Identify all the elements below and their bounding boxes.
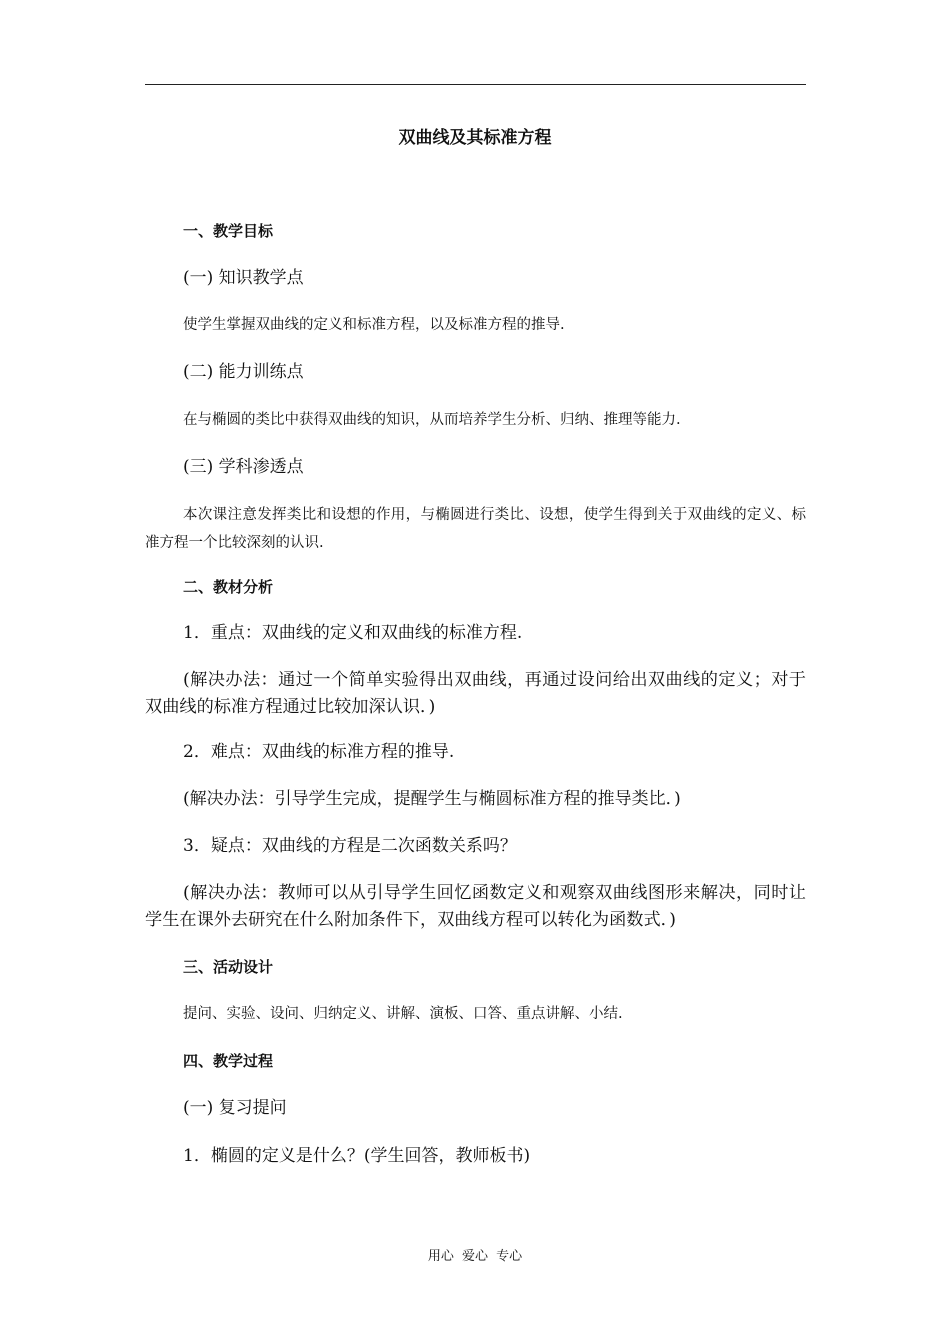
key-point-solution: (解决办法：通过一个简单实验得出双曲线，再通过设问给出双曲线的定义；对于双曲线的标准方程通过比较加深认识．) bbox=[145, 670, 806, 717]
review-item: 1．椭圆的定义是什么？(学生回答，教师板书) bbox=[183, 1146, 531, 1166]
ability-text: 在与椭圆的类比中获得双曲线的知识，从而培养学生分析、归纳、推理等能力. bbox=[183, 412, 681, 428]
section-heading-analysis: 二、教材分析 bbox=[183, 578, 274, 596]
doubt-item: 3．疑点：双曲线的方程是二次函数关系吗？ bbox=[183, 836, 517, 856]
key-point-item: 1．重点：双曲线的定义和双曲线的标准方程. bbox=[183, 623, 523, 643]
difficulty-item: 2．难点：双曲线的标准方程的推导. bbox=[183, 742, 455, 762]
section-heading-objectives: 一、教学目标 bbox=[183, 222, 274, 240]
header-rule bbox=[145, 84, 806, 85]
section-heading-process: 四、教学过程 bbox=[183, 1052, 274, 1070]
document-title: 双曲线及其标准方程 bbox=[398, 128, 552, 148]
knowledge-text: 使学生掌握双曲线的定义和标准方程，以及标准方程的推导. bbox=[183, 317, 565, 333]
discipline-text: 本次课注意发挥类比和设想的作用，与椭圆进行类比、设想，使学生得到关于双曲线的定义、标准方程一个比较深刻的认识. bbox=[145, 507, 806, 551]
difficulty-solution: (解决办法：引导学生完成，提醒学生与椭圆标准方程的推导类比．) bbox=[183, 789, 681, 809]
page-footer: 用心 爱心 专心 bbox=[427, 1249, 523, 1264]
activities-text: 提问、实验、设问、归纳定义、讲解、演板、口答、重点讲解、小结. bbox=[183, 1006, 623, 1022]
subheading-discipline: (三) 学科渗透点 bbox=[183, 457, 304, 477]
doubt-solution: (解决办法：教师可以从引导学生回忆函数定义和观察双曲线图形来解决，同时让学生在课外去研究在什么附加条件下，双曲线方程可以转化为函数式．) bbox=[145, 883, 806, 930]
subheading-review: (一) 复习提问 bbox=[183, 1098, 287, 1118]
subheading-ability: (二) 能力训练点 bbox=[183, 362, 304, 382]
section-heading-activities: 三、活动设计 bbox=[183, 958, 274, 976]
subheading-knowledge: (一) 知识教学点 bbox=[183, 268, 304, 288]
